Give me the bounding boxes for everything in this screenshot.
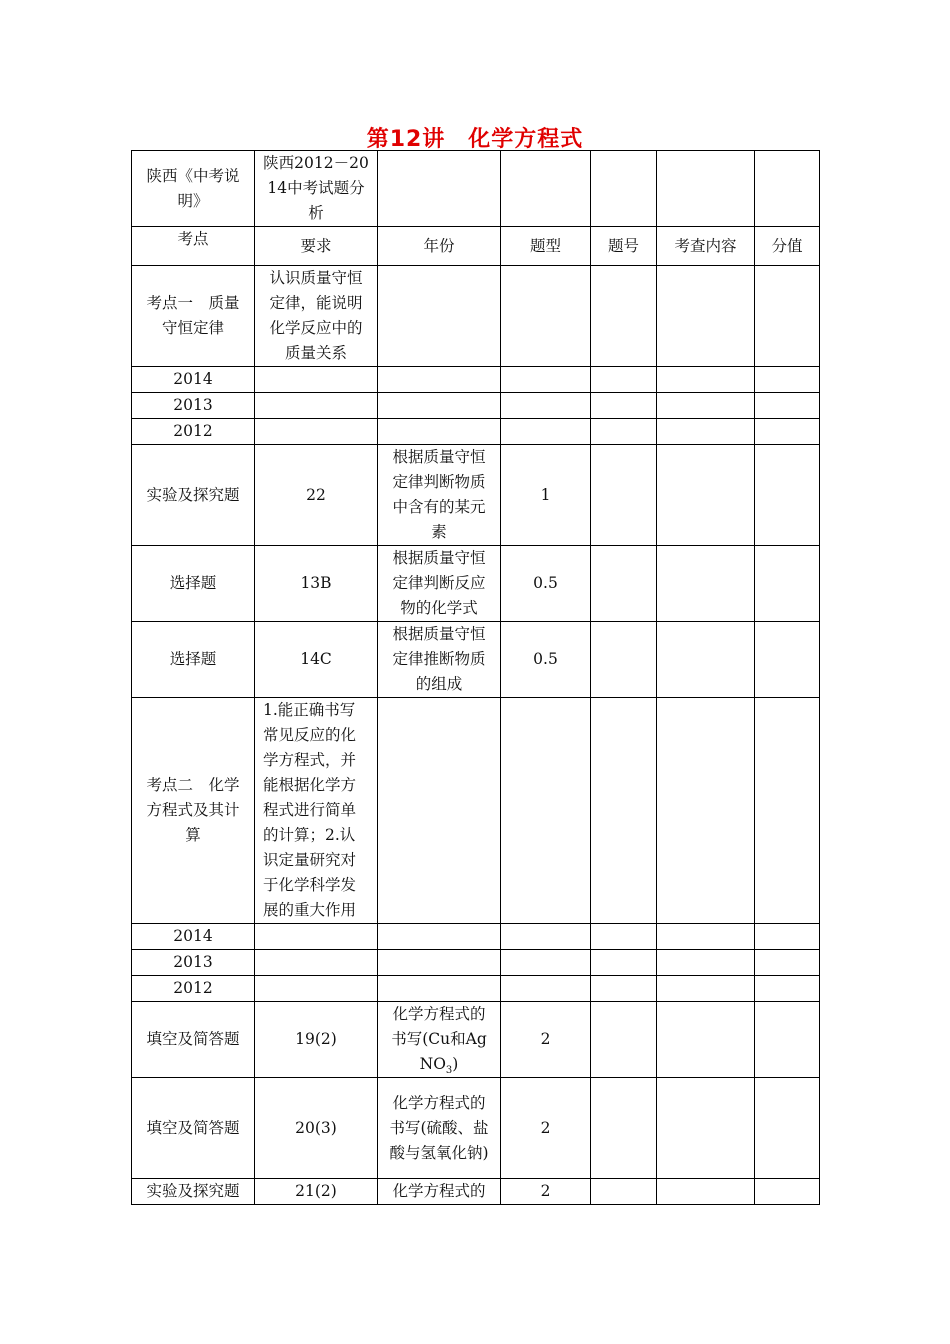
question-number-cell: 13B bbox=[255, 546, 378, 622]
table-row bbox=[132, 698, 820, 924]
table-row bbox=[132, 950, 820, 976]
table-cell bbox=[657, 151, 755, 227]
column-header: 要求 bbox=[255, 227, 378, 266]
content-text: 化学方程式的书写(Cu和 bbox=[391, 1005, 486, 1048]
table-row bbox=[132, 419, 820, 445]
year-cell: 2014 bbox=[132, 367, 255, 393]
column-header: 题型 bbox=[501, 227, 591, 266]
column-header: 考点 bbox=[132, 227, 255, 266]
exam-point-cell: 考点二 化学方程式及其计算 bbox=[132, 698, 255, 924]
formula-subscript: 3 bbox=[445, 1065, 453, 1077]
content-cell: 根据质量守恒定律判断反应物的化学式 bbox=[378, 546, 501, 622]
table-row bbox=[132, 367, 820, 393]
table-row bbox=[132, 1179, 820, 1205]
year-cell: 2012 bbox=[132, 976, 255, 1002]
table-cell bbox=[591, 151, 657, 227]
table-row bbox=[132, 976, 820, 1002]
table-row bbox=[132, 266, 820, 367]
content-cell bbox=[378, 1002, 501, 1078]
table-row bbox=[132, 1002, 820, 1078]
score-cell: 2 bbox=[501, 1078, 591, 1179]
content-cell: 根据质量守恒定律推断物质的组成 bbox=[378, 622, 501, 698]
year-cell: 2014 bbox=[132, 924, 255, 950]
question-type-cell: 填空及简答题 bbox=[132, 1002, 255, 1078]
table-cell: 陕西2012－2014中考试题分析 bbox=[255, 151, 378, 227]
score-cell: 2 bbox=[501, 1002, 591, 1078]
requirement-cell: 认识质量守恒定律，能说明化学反应中的质量关系 bbox=[255, 266, 378, 367]
question-number-cell: 20(3) bbox=[255, 1078, 378, 1179]
question-number-cell: 21(2) bbox=[255, 1179, 378, 1205]
exam-point-cell: 考点一 质量守恒定律 bbox=[132, 266, 255, 367]
score-cell: 0.5 bbox=[501, 546, 591, 622]
table-header-row bbox=[132, 227, 820, 266]
formula-text: AgNO bbox=[419, 1030, 487, 1073]
content-cell: 根据质量守恒定律判断物质中含有的某元素 bbox=[378, 445, 501, 546]
score-cell: 0.5 bbox=[501, 622, 591, 698]
table-row bbox=[132, 1078, 820, 1179]
document-title: 第12讲 化学方程式 bbox=[366, 127, 584, 152]
table-row bbox=[132, 393, 820, 419]
table-row bbox=[132, 622, 820, 698]
score-cell: 1 bbox=[501, 445, 591, 546]
question-type-cell: 选择题 bbox=[132, 546, 255, 622]
year-cell: 2013 bbox=[132, 393, 255, 419]
year-cell: 2013 bbox=[132, 950, 255, 976]
question-number-cell: 19(2) bbox=[255, 1002, 378, 1078]
column-header: 年份 bbox=[378, 227, 501, 266]
table-cell bbox=[378, 151, 501, 227]
exam-analysis-table bbox=[131, 150, 820, 1205]
year-cell: 2012 bbox=[132, 419, 255, 445]
score-cell: 2 bbox=[501, 1179, 591, 1205]
column-header: 题号 bbox=[591, 227, 657, 266]
table-cell bbox=[755, 151, 820, 227]
table-row bbox=[132, 151, 820, 227]
question-number-cell: 22 bbox=[255, 445, 378, 546]
table-row bbox=[132, 546, 820, 622]
table-cell bbox=[501, 151, 591, 227]
question-type-cell: 填空及简答题 bbox=[132, 1078, 255, 1179]
table-row bbox=[132, 924, 820, 950]
question-number-cell: 14C bbox=[255, 622, 378, 698]
table-row bbox=[132, 445, 820, 546]
question-type-cell: 实验及探究题 bbox=[132, 445, 255, 546]
column-header: 分值 bbox=[755, 227, 820, 266]
requirement-cell: 1.能正确书写常见反应的化学方程式，并能根据化学方程式进行简单的计算；2.认识定量研究对于化学科学发展的重大作用 bbox=[255, 698, 378, 924]
content-cell: 化学方程式的 bbox=[378, 1179, 501, 1205]
column-header: 考查内容 bbox=[657, 227, 755, 266]
question-type-cell: 实验及探究题 bbox=[132, 1179, 255, 1205]
content-cell: 化学方程式的书写(硫酸、盐酸与氢氧化钠) bbox=[378, 1078, 501, 1179]
content-text: ) bbox=[452, 1055, 459, 1073]
question-type-cell: 选择题 bbox=[132, 622, 255, 698]
table-cell: 陕西《中考说明》 bbox=[132, 151, 255, 227]
